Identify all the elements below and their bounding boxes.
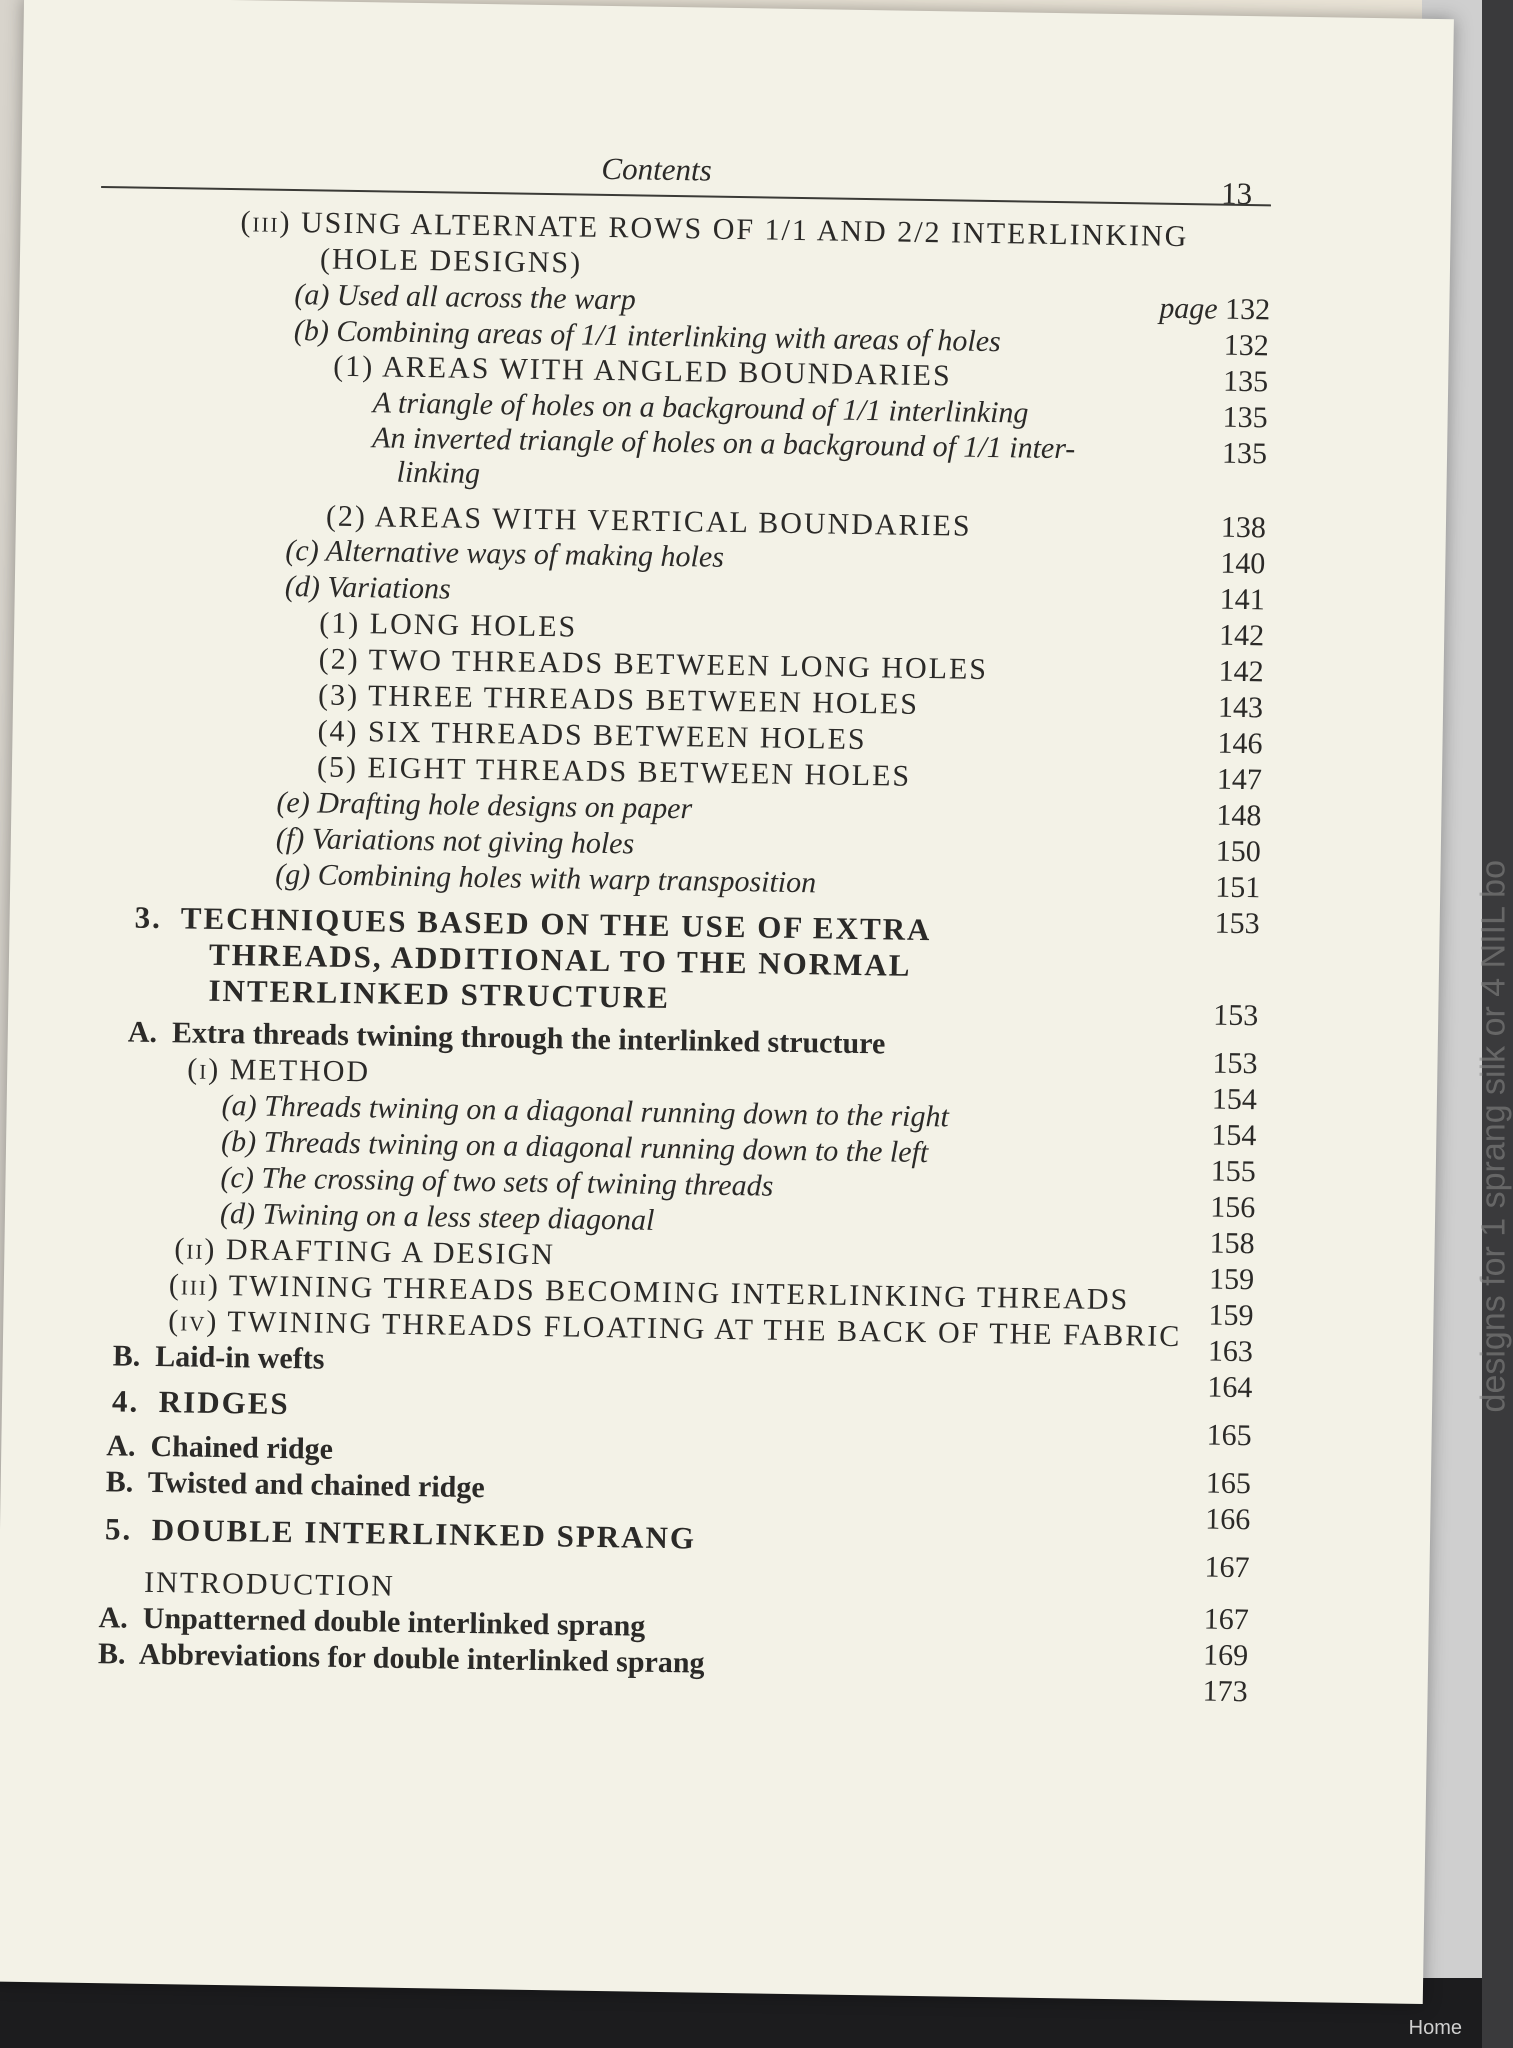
toc-page-number: 135: [1222, 364, 1269, 399]
toc-page-number: 135: [1222, 400, 1268, 435]
toc-chapter-heading: 4. RIDGES: [111, 1383, 290, 1422]
toc-page-number: 155: [1210, 1154, 1257, 1189]
toc-entry: (iv) TWINING THREADS FLOATING AT THE BACK OF THE FABRIC: [168, 1304, 1182, 1354]
toc-entry: (5) EIGHT THREADS BETWEEN HOLES: [316, 750, 912, 793]
toc-page-number: 169: [1202, 1638, 1249, 1673]
toc-page-number: 132: [1223, 328, 1270, 363]
toc-entry: (ii) DRAFTING A DESIGN: [174, 1232, 556, 1272]
toc-entry: (c) The crossing of two sets of twining threads: [220, 1161, 774, 1203]
toc-page-number: 153: [1214, 906, 1260, 941]
toc-entry: (a) Used all across the warp: [294, 278, 637, 317]
toc-entry: (1) LONG HOLES: [319, 606, 578, 644]
toc-entry: (i) METHOD: [187, 1052, 371, 1089]
toc-section: A. Chained ridge: [106, 1429, 334, 1466]
toc-entry: (b) Combining areas of 1/1 interlinking with areas of holes: [293, 314, 1001, 359]
toc-entry: (iii) USING ALTERNATE ROWS OF 1/1 AND 2/2 INTERLINKING: [240, 205, 1189, 254]
toc-page-number: 142: [1218, 618, 1265, 653]
toc-entry: (HOLE DESIGNS): [319, 242, 583, 280]
header-rule: [101, 186, 1271, 206]
toc-section: B. Laid-in wefts: [112, 1339, 325, 1376]
toc-section: A. Unpatterned double interlinked sprang: [98, 1601, 646, 1643]
toc-section: B. Twisted and chained ridge: [105, 1465, 485, 1505]
toc-entry: (c) Alternative ways of making holes: [285, 533, 725, 574]
toc-chapter-heading: INTERLINKED STRUCTURE: [208, 972, 671, 1016]
toc-page-number: 173: [1202, 1674, 1248, 1709]
toc-page-number: 140: [1220, 546, 1266, 581]
keyboard-key-label: Home: [1408, 2017, 1462, 2039]
toc-entry: linking: [396, 455, 481, 490]
toc-page-number: 151: [1214, 870, 1261, 905]
toc-page-number: 138: [1220, 510, 1267, 545]
toc-page-number: 158: [1209, 1226, 1255, 1261]
toc-page-number: 141: [1219, 582, 1266, 617]
toc-entry: (f) Variations not giving holes: [275, 821, 635, 861]
toc-page-number: 164: [1207, 1370, 1253, 1405]
page-number: 13: [1220, 175, 1253, 212]
toc-entry: (d) Twining on a less steep diagonal: [219, 1196, 655, 1237]
toc-entry: (3) THREE THREADS BETWEEN HOLES: [317, 678, 920, 721]
toc-page-number: 163: [1207, 1334, 1254, 1369]
toc-page-number: 167: [1203, 1602, 1250, 1637]
toc-entry: (2) AREAS WITH VERTICAL BOUNDARIES: [325, 499, 972, 543]
toc-entry: (g) Combining holes with warp transposition: [275, 857, 817, 900]
toc-page-number: 143: [1217, 690, 1264, 725]
toc-page-number: 167: [1204, 1550, 1250, 1585]
toc-page-number: 146: [1217, 726, 1263, 761]
running-head: Contents: [601, 150, 712, 188]
toc-page-number: 153: [1212, 1046, 1258, 1081]
toc-page-number: 154: [1211, 1082, 1258, 1117]
background-book-spine-text: designs for 1 sprang silk or 4 NIIL bo: [1474, 860, 1512, 1413]
toc-entry: (iii) TWINING THREADS BECOMING INTERLINKING THREADS: [168, 1268, 1130, 1317]
toc-entry: A triangle of holes on a background of 1/1 interlinking: [372, 386, 1029, 430]
toc-entry: (4) SIX THREADS BETWEEN HOLES: [317, 714, 867, 757]
toc-page-number: 142: [1218, 654, 1264, 689]
toc-page-number: 135: [1221, 436, 1268, 471]
toc-page-number: 147: [1216, 762, 1263, 797]
toc-chapter-heading: 3. TECHNIQUES BASED ON THE USE OF EXTRA: [134, 899, 932, 948]
toc-chapter-heading: THREADS, ADDITIONAL TO THE NORMAL: [208, 936, 912, 983]
toc-page-number: 150: [1215, 834, 1262, 869]
toc-entry: (d) Variations: [284, 569, 451, 606]
toc-page-number: 166: [1205, 1502, 1251, 1537]
toc-page-number: 156: [1209, 1190, 1256, 1225]
toc-section: A. Extra threads twining through the interlinked structure: [127, 1015, 886, 1061]
toc-section: B. Abbreviations for double interlinked sprang: [97, 1637, 705, 1680]
toc-entry: An inverted triangle of holes on a background of 1/1 inter-: [371, 421, 1076, 466]
toc-page-number: 159: [1208, 1298, 1254, 1333]
toc-entry: (a) Threads twining on a diagonal running down to the right: [221, 1089, 950, 1134]
toc-chapter-heading: 5. DOUBLE INTERLINKED SPRANG: [104, 1511, 697, 1556]
toc-entry: (1) AREAS WITH ANGLED BOUNDARIES: [333, 349, 952, 393]
toc-entry: (2) TWO THREADS BETWEEN LONG HOLES: [318, 642, 989, 686]
toc-page-number: 159: [1208, 1262, 1255, 1297]
toc-entry: (b) Threads twining on a diagonal running down to the left: [220, 1125, 929, 1170]
toc-page-number: 153: [1212, 998, 1259, 1033]
toc-page-number: 165: [1205, 1466, 1252, 1501]
toc-page-number: 165: [1206, 1418, 1252, 1453]
toc-page-number: page 132: [1159, 291, 1271, 327]
toc-entry: (e) Drafting hole designs on paper: [276, 785, 693, 826]
toc-page-number: 154: [1211, 1118, 1257, 1153]
toc-entry: INTRODUCTION: [143, 1565, 396, 1603]
toc-page-number: 148: [1216, 798, 1262, 833]
